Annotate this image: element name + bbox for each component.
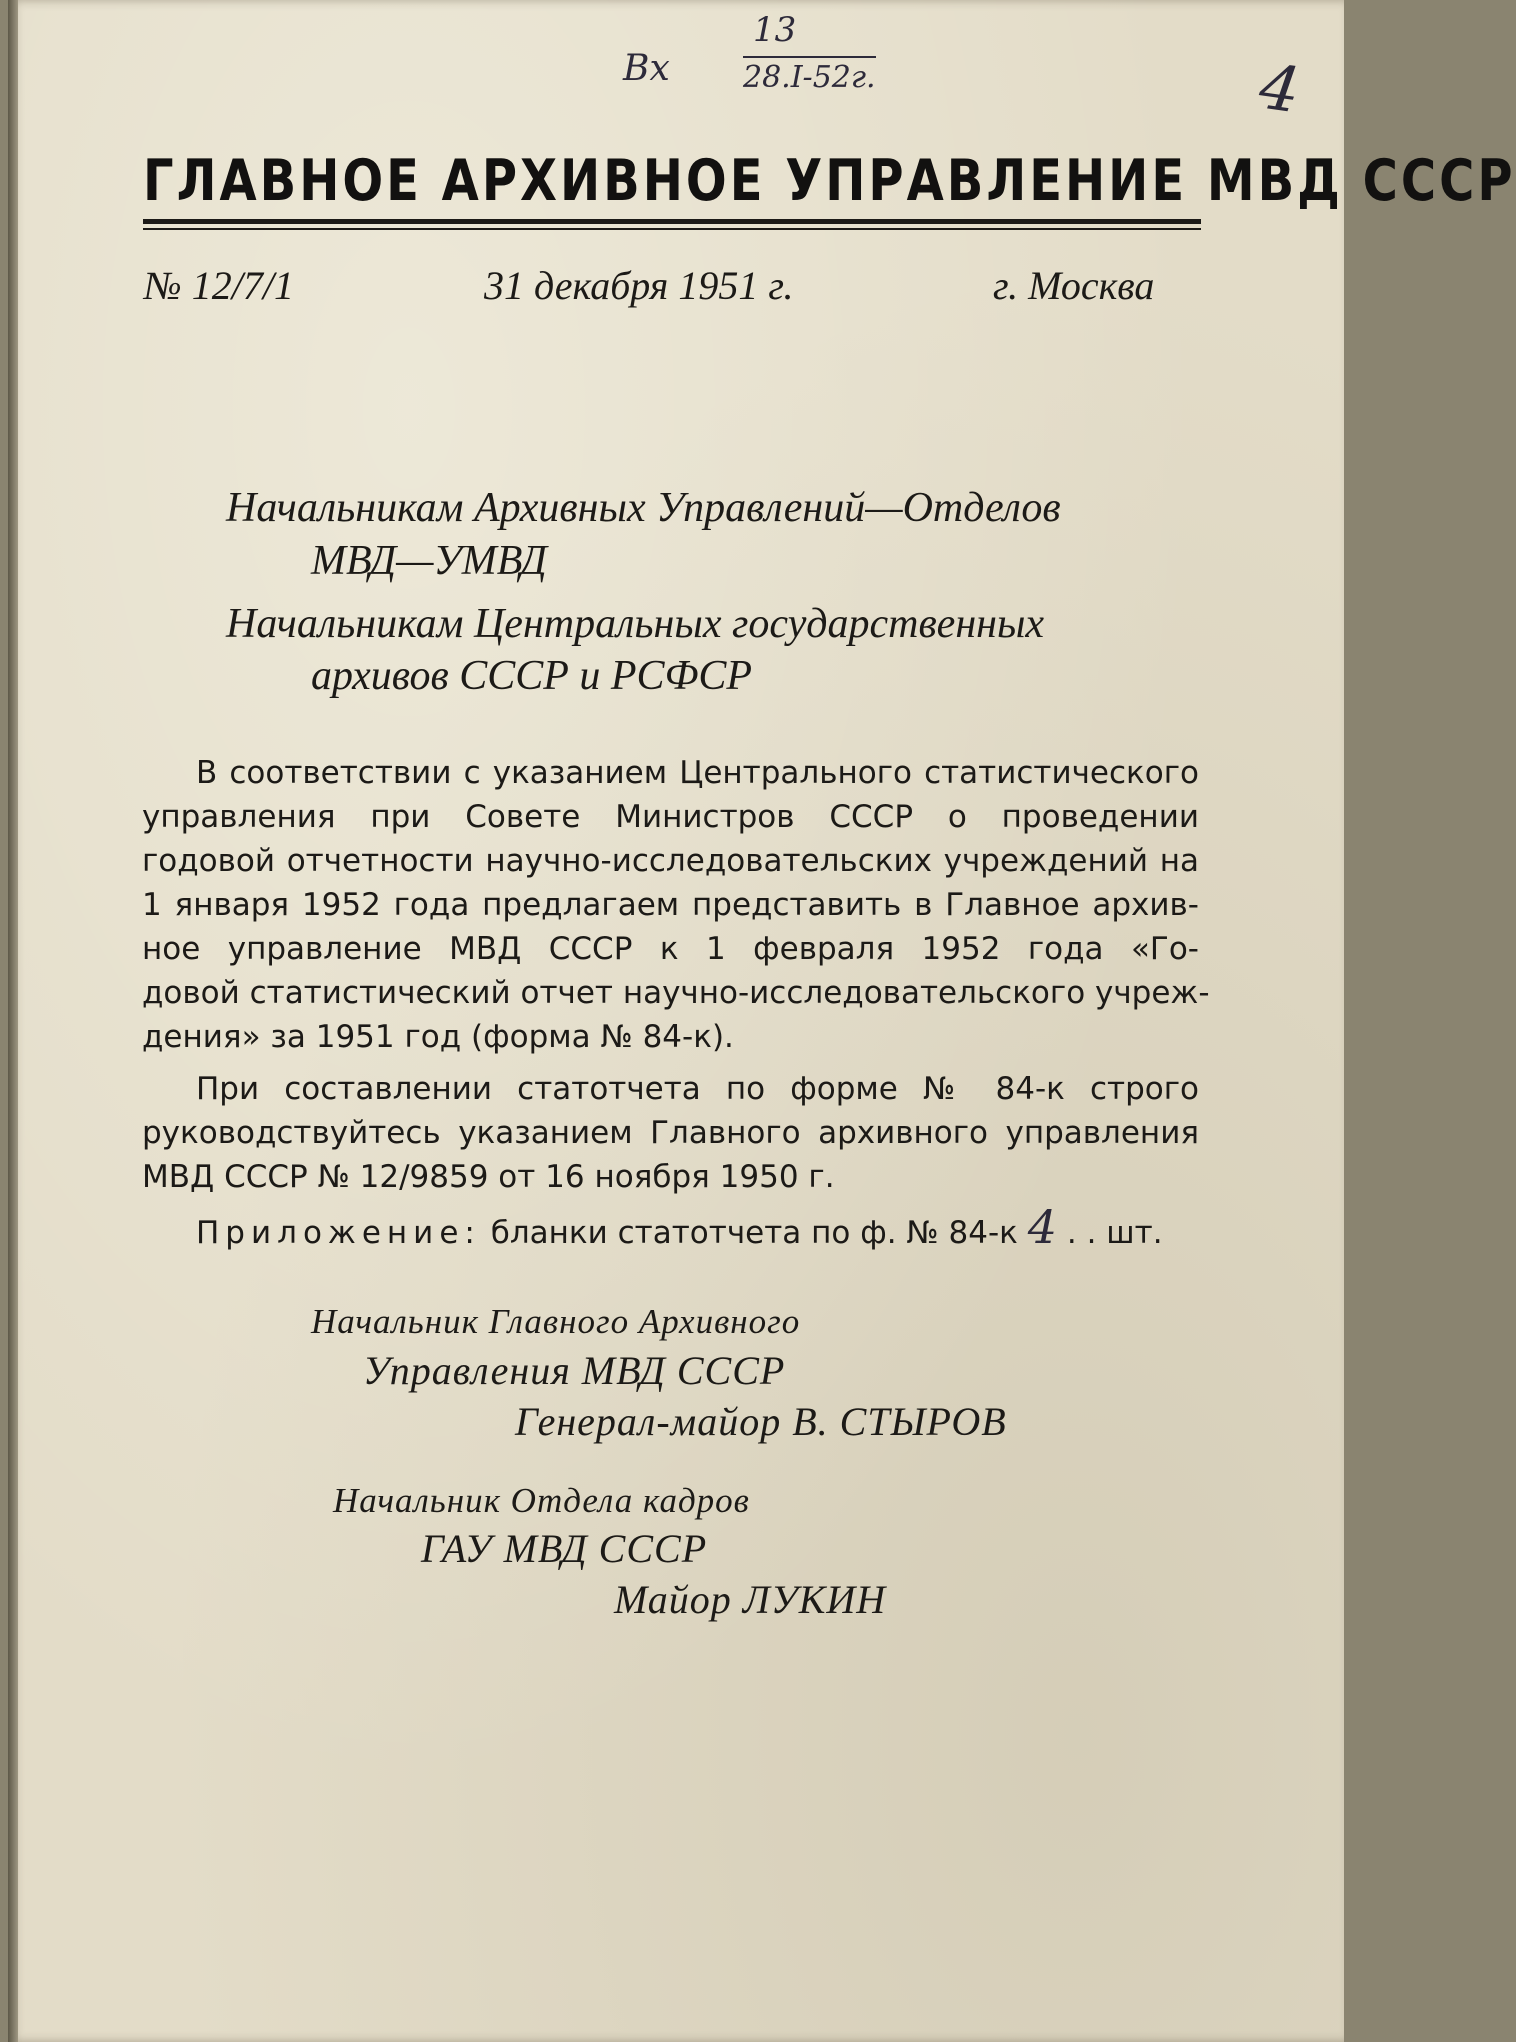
signature-1-title: Начальник Главного Архивного [311,1302,801,1341]
paragraph-2 [142,1067,1199,1199]
letterhead-title: ГЛАВНОЕ АРХИВНОЕ УПРАВЛЕНИЕ МВД СССР [143,148,1516,215]
paragraph-2-line: При составлении статотчета по форме № 84-к строго [196,1071,1199,1107]
appendix-tail: . . шт. [1066,1215,1163,1251]
document-date: 31 декабря 1951 г. [484,263,794,308]
handwritten-archive-date: 28.I-52г. [743,56,876,95]
signature-2-name: Майор ЛУКИН [614,1577,887,1622]
paragraph-1-line: довой статистический отчет научно-исследовательского учреж- [142,975,1210,1011]
paragraph-1 [142,751,1210,1059]
addressee-line-4: архивов СССР и РСФСР [311,653,753,699]
handwritten-archive-number: 13 [753,10,797,50]
paragraph-1-line: годовой отчетности научно-исследовательских учреждений на [142,843,1199,879]
document-city: г. Москва [993,263,1155,308]
addressee-line-3: Начальникам Центральных государственных [226,601,1045,647]
letterhead-rule-thin [143,228,1201,230]
paragraph-2-line: МВД СССР № 12/9859 от 16 ноября 1950 г. [142,1159,835,1195]
appendix-label: Приложение: [196,1215,481,1251]
signature-1-name: Генерал-майор В. СТЫРОВ [515,1399,1007,1444]
handwritten-sheet-number: 4 [1255,49,1305,128]
handwritten-archive-mark: Вх [623,48,670,89]
page-edge [8,0,18,2042]
letterhead-rule-thick [143,219,1201,224]
document-number: № 12/7/1 [144,263,294,308]
appendix-text: бланки статотчета по ф. № 84-к [490,1215,1018,1251]
paragraph-1-line: управления при Совете Министров СССР о проведении [142,799,1199,835]
paragraph-1-line: дения» за 1951 год (форма № 84-к). [142,1019,734,1055]
addressee-line-1: Начальникам Архивных Управлений—Отделов [226,485,1061,531]
document-page [8,0,1516,2042]
paragraph-2-line: руководствуйтесь указанием Главного архивного управления [142,1115,1199,1151]
paragraph-1-line: 1 января 1952 года предлагаем представить в Главное архив- [142,887,1199,923]
addressee-line-2: МВД—УМВД [311,538,547,584]
appendix-count: 4 [1027,1200,1058,1254]
paragraph-1-line: В соответствии с указанием Центрального статистического [196,755,1199,791]
signature-1-org: Управления МВД СССР [363,1348,786,1393]
signature-2-title: Начальник Отдела кадров [333,1481,750,1520]
appendix-line [142,1200,1199,1255]
paragraph-1-line: ное управление МВД СССР к 1 февраля 1952 года «Го- [142,931,1199,967]
signature-2-org: ГАУ МВД СССР [421,1526,708,1571]
